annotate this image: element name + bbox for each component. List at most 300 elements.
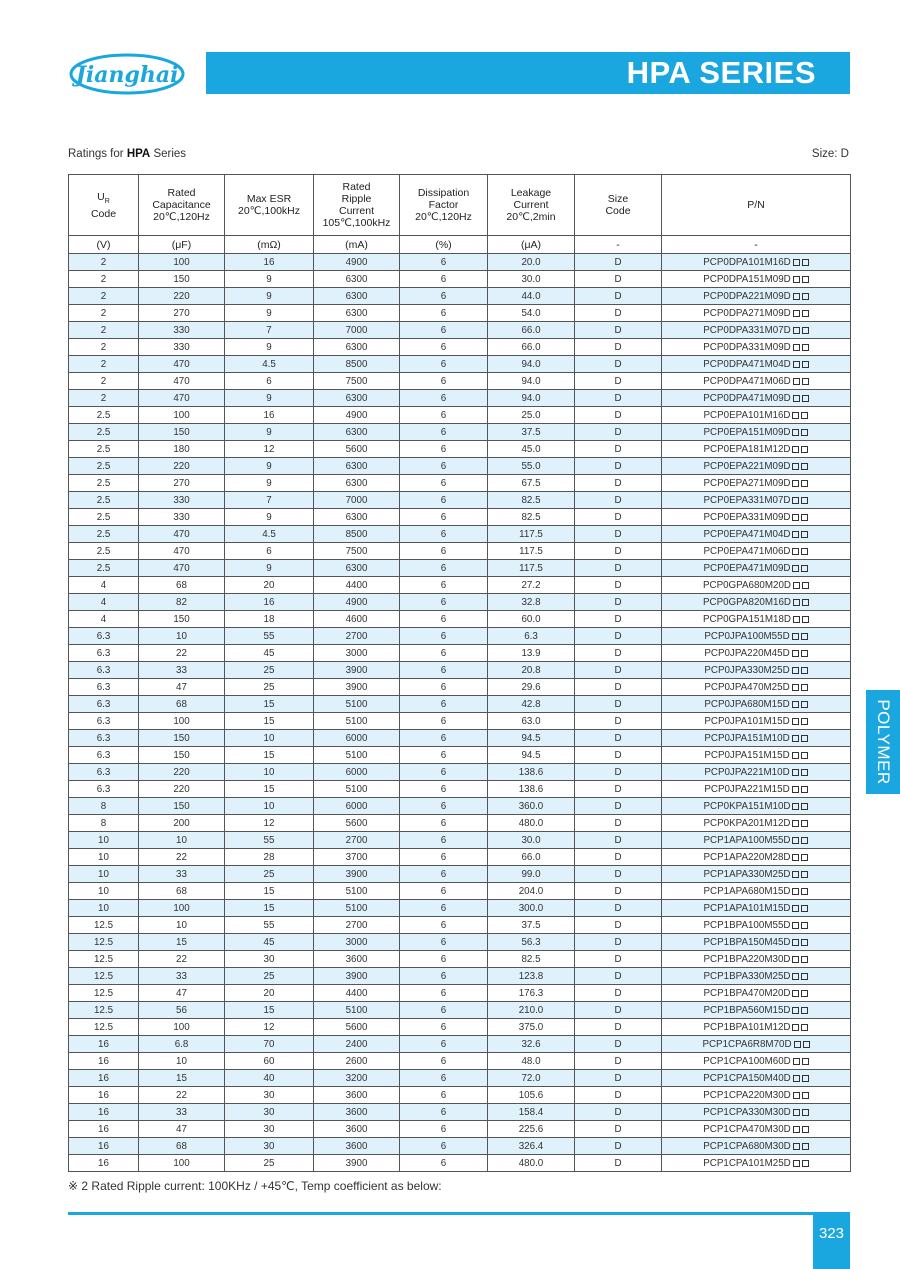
part-number-cell: PCP0EPA471M06D (662, 543, 851, 560)
table-row (69, 1104, 851, 1121)
table-cell: 42.8 (488, 696, 575, 713)
option-box-icon (802, 616, 809, 623)
table-cell: 25 (225, 968, 314, 985)
table-cell: 6 (400, 968, 488, 985)
option-box-icon (793, 1126, 800, 1133)
option-box-icon (792, 735, 799, 742)
table-cell: 68 (139, 696, 225, 713)
table-cell: D (575, 815, 662, 832)
part-number-cell: PCP0EPA331M09D (662, 509, 851, 526)
table-cell: 12.5 (69, 934, 139, 951)
ratings-suffix: Series (150, 148, 187, 160)
option-box-icon (793, 310, 800, 317)
option-box-icon (792, 633, 799, 640)
table-cell: 117.5 (488, 560, 575, 577)
table-cell: D (575, 781, 662, 798)
table-row (69, 594, 851, 611)
table-cell: 100 (139, 1019, 225, 1036)
table-cell: D (575, 424, 662, 441)
option-box-icon (801, 701, 808, 708)
table-cell: 16 (225, 407, 314, 424)
table-row (69, 662, 851, 679)
option-box-icon (792, 531, 799, 538)
option-box-icon (803, 1041, 810, 1048)
table-cell: 10 (69, 883, 139, 900)
table-cell: 138.6 (488, 781, 575, 798)
part-number-cell: PCP0JPA100M55D (662, 628, 851, 645)
table-cell: 20.0 (488, 254, 575, 271)
header-dissipation-factor: Dissipation Factor 20℃,120Hz (400, 175, 488, 236)
table-cell: 5100 (314, 900, 400, 917)
option-box-icon (792, 650, 799, 657)
part-number-cell: PCP0KPA201M12D (662, 815, 851, 832)
table-cell: 6 (400, 883, 488, 900)
table-cell: 33 (139, 866, 225, 883)
option-box-icon (802, 276, 809, 283)
part-number-cell: PCP1CPA330M30D (662, 1104, 851, 1121)
table-cell: 6300 (314, 424, 400, 441)
unit-cell: (mA) (314, 236, 400, 254)
table-cell: 22 (139, 951, 225, 968)
table-row (69, 458, 851, 475)
table-cell: 150 (139, 747, 225, 764)
table-cell: 6 (400, 730, 488, 747)
table-row (69, 611, 851, 628)
option-box-icon (801, 939, 808, 946)
option-box-icon (793, 599, 800, 606)
table-cell: D (575, 594, 662, 611)
table-cell: 6 (400, 900, 488, 917)
table-cell: 15 (225, 883, 314, 900)
unit-cell: (μF) (139, 236, 225, 254)
table-row (69, 1019, 851, 1036)
table-row (69, 764, 851, 781)
table-cell: D (575, 390, 662, 407)
table-row (69, 1121, 851, 1138)
table-cell: 2.5 (69, 526, 139, 543)
part-number-cell: PCP0DPA271M09D (662, 305, 851, 322)
part-number-cell: PCP0EPA181M12D (662, 441, 851, 458)
option-box-icon (792, 990, 799, 997)
table-cell: 220 (139, 288, 225, 305)
table-cell: 13.9 (488, 645, 575, 662)
table-cell: 82.5 (488, 509, 575, 526)
table-cell: 470 (139, 560, 225, 577)
option-box-icon (802, 361, 809, 368)
option-box-icon (801, 752, 808, 759)
option-box-icon (793, 616, 800, 623)
table-cell: D (575, 305, 662, 322)
part-number-cell: PCP0GPA820M16D (662, 594, 851, 611)
option-box-icon (794, 1041, 801, 1048)
table-cell: 68 (139, 883, 225, 900)
table-cell: D (575, 951, 662, 968)
table-cell: 6.3 (69, 696, 139, 713)
table-cell: D (575, 1019, 662, 1036)
table-cell: 30 (225, 1138, 314, 1155)
table-row (69, 356, 851, 373)
option-box-icon (793, 1058, 800, 1065)
part-number-cell: PCP0JPA470M25D (662, 679, 851, 696)
table-row (69, 1002, 851, 1019)
table-cell: 220 (139, 781, 225, 798)
table-cell: 2 (69, 322, 139, 339)
table-row (69, 798, 851, 815)
table-cell: D (575, 713, 662, 730)
option-box-icon (801, 718, 808, 725)
part-number-cell: PCP0JPA220M45D (662, 645, 851, 662)
table-cell: 6 (225, 373, 314, 390)
table-row (69, 424, 851, 441)
table-cell: 200 (139, 815, 225, 832)
table-cell: 6 (400, 985, 488, 1002)
table-cell: 330 (139, 339, 225, 356)
table-row (69, 1087, 851, 1104)
table-row (69, 407, 851, 424)
table-cell: 204.0 (488, 883, 575, 900)
table-cell: 6.3 (69, 730, 139, 747)
part-number-cell: PCP0EPA271M09D (662, 475, 851, 492)
table-cell: 15 (139, 1070, 225, 1087)
table-cell: 5600 (314, 441, 400, 458)
option-box-icon (792, 480, 799, 487)
part-number-cell: PCP0DPA471M06D (662, 373, 851, 390)
part-number-cell: PCP0DPA471M04D (662, 356, 851, 373)
table-cell: 10 (139, 917, 225, 934)
table-cell: 6300 (314, 390, 400, 407)
header-part-number: P/N (662, 175, 851, 236)
table-cell: 6 (400, 322, 488, 339)
table-cell: 6 (400, 679, 488, 696)
option-box-icon (792, 667, 799, 674)
option-box-icon (801, 786, 808, 793)
table-cell: 55 (225, 832, 314, 849)
table-cell: 9 (225, 271, 314, 288)
header-rated-ripple-current: Rated Ripple Current 105℃,100kHz (314, 175, 400, 236)
table-cell: 6000 (314, 764, 400, 781)
table-cell: 55 (225, 628, 314, 645)
part-number-cell: PCP0DPA151M09D (662, 271, 851, 288)
table-row (69, 577, 851, 594)
table-cell: D (575, 339, 662, 356)
table-cell: 6 (400, 407, 488, 424)
part-number-cell: PCP0JPA101M15D (662, 713, 851, 730)
table-cell: 6300 (314, 305, 400, 322)
table-cell: D (575, 373, 662, 390)
table-cell: 25 (225, 679, 314, 696)
part-number-cell: PCP1BPA150M45D (662, 934, 851, 951)
table-cell: 28 (225, 849, 314, 866)
unit-cell: - (662, 236, 851, 254)
table-cell: 45.0 (488, 441, 575, 458)
table-cell: 16 (225, 594, 314, 611)
table-row (69, 1138, 851, 1155)
part-number-cell: PCP0DPA471M09D (662, 390, 851, 407)
option-box-icon (792, 1007, 799, 1014)
option-box-icon (801, 531, 808, 538)
table-cell: D (575, 696, 662, 713)
table-row (69, 917, 851, 934)
part-number-cell: PCP1APA220M28D (662, 849, 851, 866)
part-number-cell: PCP1BPA470M20D (662, 985, 851, 1002)
table-cell: 150 (139, 611, 225, 628)
table-cell: 8500 (314, 526, 400, 543)
unit-cell: (V) (69, 236, 139, 254)
table-cell: 100 (139, 713, 225, 730)
header-size-code: Size Code (575, 175, 662, 236)
table-cell: 12 (225, 441, 314, 458)
table-cell: 6 (400, 271, 488, 288)
option-box-icon (802, 1160, 809, 1167)
table-row (69, 849, 851, 866)
table-cell: D (575, 356, 662, 373)
table-cell: 16 (69, 1053, 139, 1070)
option-box-icon (801, 446, 808, 453)
option-box-icon (802, 1126, 809, 1133)
table-units-row (69, 236, 851, 254)
table-cell: 2 (69, 373, 139, 390)
option-box-icon (802, 582, 809, 589)
table-cell: 15 (225, 713, 314, 730)
option-box-icon (802, 1058, 809, 1065)
table-cell: 15 (225, 1002, 314, 1019)
table-cell: 300.0 (488, 900, 575, 917)
table-cell: 55.0 (488, 458, 575, 475)
table-cell: 6.3 (69, 781, 139, 798)
table-cell: 15 (139, 934, 225, 951)
table-cell: D (575, 747, 662, 764)
table-cell: 5100 (314, 1002, 400, 1019)
table-cell: 4900 (314, 407, 400, 424)
table-row (69, 645, 851, 662)
table-cell: D (575, 662, 662, 679)
part-number-cell: PCP0DPA331M07D (662, 322, 851, 339)
table-cell: 6300 (314, 288, 400, 305)
table-cell: 9 (225, 339, 314, 356)
option-box-icon (792, 956, 799, 963)
part-number-cell: PCP0KPA151M10D (662, 798, 851, 815)
page-title: HPA SERIES (626, 55, 816, 90)
ratings-series: HPA (126, 148, 151, 160)
table-cell: 6 (400, 560, 488, 577)
option-box-icon (801, 769, 808, 776)
option-box-icon (792, 939, 799, 946)
table-cell: 6 (400, 594, 488, 611)
option-box-icon (792, 905, 799, 912)
table-cell: 16 (69, 1070, 139, 1087)
table-cell: 6.3 (69, 628, 139, 645)
table-cell: 4.5 (225, 526, 314, 543)
table-cell: D (575, 1121, 662, 1138)
table-row (69, 985, 851, 1002)
option-box-icon (793, 344, 800, 351)
table-cell: 3600 (314, 951, 400, 968)
option-box-icon (792, 837, 799, 844)
part-number-cell: PCP0JPA221M15D (662, 781, 851, 798)
table-cell: 2.5 (69, 441, 139, 458)
option-box-icon (802, 293, 809, 300)
option-box-icon (793, 378, 800, 385)
table-cell: 3000 (314, 934, 400, 951)
table-cell: 15 (225, 747, 314, 764)
table-cell: 2.5 (69, 509, 139, 526)
table-cell: 4 (69, 594, 139, 611)
table-row (69, 254, 851, 271)
table-cell: 10 (139, 832, 225, 849)
table-cell: 6 (400, 662, 488, 679)
table-cell: 56 (139, 1002, 225, 1019)
option-box-icon (793, 276, 800, 283)
table-cell: 66.0 (488, 849, 575, 866)
part-number-cell: PCP0EPA151M09D (662, 424, 851, 441)
table-cell: D (575, 866, 662, 883)
table-cell: D (575, 492, 662, 509)
table-cell: 45 (225, 645, 314, 662)
table-cell: 12.5 (69, 968, 139, 985)
table-cell: 20 (225, 985, 314, 1002)
table-row (69, 883, 851, 900)
table-row (69, 866, 851, 883)
option-box-icon (801, 854, 808, 861)
table-cell: 10 (69, 832, 139, 849)
table-cell: 3900 (314, 1155, 400, 1172)
table-row (69, 543, 851, 560)
part-number-cell: PCP0GPA151M18D (662, 611, 851, 628)
table-row (69, 390, 851, 407)
table-cell: 6 (400, 577, 488, 594)
table-cell: 3900 (314, 866, 400, 883)
option-box-icon (801, 633, 808, 640)
ratings-table (68, 174, 851, 1172)
table-cell: 8 (69, 815, 139, 832)
table-cell: 6 (225, 543, 314, 560)
table-cell: 47 (139, 985, 225, 1002)
table-cell: 6300 (314, 271, 400, 288)
table-cell: D (575, 1036, 662, 1053)
table-row (69, 781, 851, 798)
table-row (69, 373, 851, 390)
option-box-icon (792, 446, 799, 453)
table-cell: 6 (400, 526, 488, 543)
part-number-cell: PCP0EPA101M16D (662, 407, 851, 424)
table-cell: 6 (400, 424, 488, 441)
part-number-cell: PCP0JPA151M15D (662, 747, 851, 764)
option-box-icon (793, 1075, 800, 1082)
table-cell: 16 (69, 1036, 139, 1053)
table-row (69, 679, 851, 696)
table-cell: 60 (225, 1053, 314, 1070)
option-box-icon (792, 1024, 799, 1031)
table-cell: 6300 (314, 458, 400, 475)
table-cell: 94.5 (488, 730, 575, 747)
table-row (69, 628, 851, 645)
table-cell: 16 (69, 1087, 139, 1104)
table-row (69, 288, 851, 305)
table-cell: D (575, 849, 662, 866)
option-box-icon (792, 514, 799, 521)
table-cell: 6.3 (69, 662, 139, 679)
table-cell: 2700 (314, 832, 400, 849)
option-box-icon (792, 463, 799, 470)
option-box-icon (801, 497, 808, 504)
table-cell: 3900 (314, 968, 400, 985)
option-box-icon (801, 463, 808, 470)
table-cell: 117.5 (488, 543, 575, 560)
table-cell: 4900 (314, 594, 400, 611)
table-cell: 6300 (314, 339, 400, 356)
table-cell: 8500 (314, 356, 400, 373)
table-cell: 2.5 (69, 407, 139, 424)
table-cell: 82.5 (488, 492, 575, 509)
option-box-icon (801, 905, 808, 912)
option-box-icon (801, 973, 808, 980)
option-box-icon (792, 718, 799, 725)
table-cell: 10 (69, 866, 139, 883)
part-number-cell: PCP0GPA680M20D (662, 577, 851, 594)
table-cell: D (575, 560, 662, 577)
table-cell: 7500 (314, 373, 400, 390)
table-cell: 6 (400, 356, 488, 373)
table-cell: 2 (69, 356, 139, 373)
table-cell: 150 (139, 271, 225, 288)
table-cell: 27.2 (488, 577, 575, 594)
table-cell: 10 (225, 730, 314, 747)
table-cell: 6 (400, 781, 488, 798)
part-number-cell: PCP0DPA331M09D (662, 339, 851, 356)
part-number-cell: PCP1APA100M55D (662, 832, 851, 849)
table-row (69, 560, 851, 577)
table-cell: 56.3 (488, 934, 575, 951)
footnote: ※ 2 Rated Ripple current: 100KHz / +45℃, Temp coefficient as below: (68, 1179, 442, 1193)
table-cell: 22 (139, 849, 225, 866)
table-cell: D (575, 1053, 662, 1070)
table-cell: 6.3 (69, 747, 139, 764)
table-cell: 12.5 (69, 917, 139, 934)
ratings-caption (68, 148, 186, 160)
option-box-icon (793, 1143, 800, 1150)
table-cell: 6 (400, 390, 488, 407)
table-row (69, 475, 851, 492)
table-cell: 6 (400, 1155, 488, 1172)
table-cell: D (575, 934, 662, 951)
header-banner (206, 52, 850, 94)
option-box-icon (792, 820, 799, 827)
table-cell: 6 (400, 798, 488, 815)
table-cell: 25 (225, 1155, 314, 1172)
table-cell: 150 (139, 424, 225, 441)
table-cell: 375.0 (488, 1019, 575, 1036)
table-cell: 2.5 (69, 543, 139, 560)
table-cell: 150 (139, 730, 225, 747)
table-cell: 3200 (314, 1070, 400, 1087)
table-cell: D (575, 917, 662, 934)
option-box-icon (792, 548, 799, 555)
table-cell: 6300 (314, 560, 400, 577)
option-box-icon (793, 1092, 800, 1099)
table-cell: 12.5 (69, 1002, 139, 1019)
table-cell: 33 (139, 1104, 225, 1121)
option-box-icon (792, 803, 799, 810)
table-cell: D (575, 509, 662, 526)
option-box-icon (793, 395, 800, 402)
table-cell: 30 (225, 951, 314, 968)
table-cell: 6 (400, 764, 488, 781)
table-cell: 25 (225, 866, 314, 883)
table-cell: 60.0 (488, 611, 575, 628)
table-cell: 10 (139, 628, 225, 645)
table-cell: 4400 (314, 577, 400, 594)
option-box-icon (801, 990, 808, 997)
